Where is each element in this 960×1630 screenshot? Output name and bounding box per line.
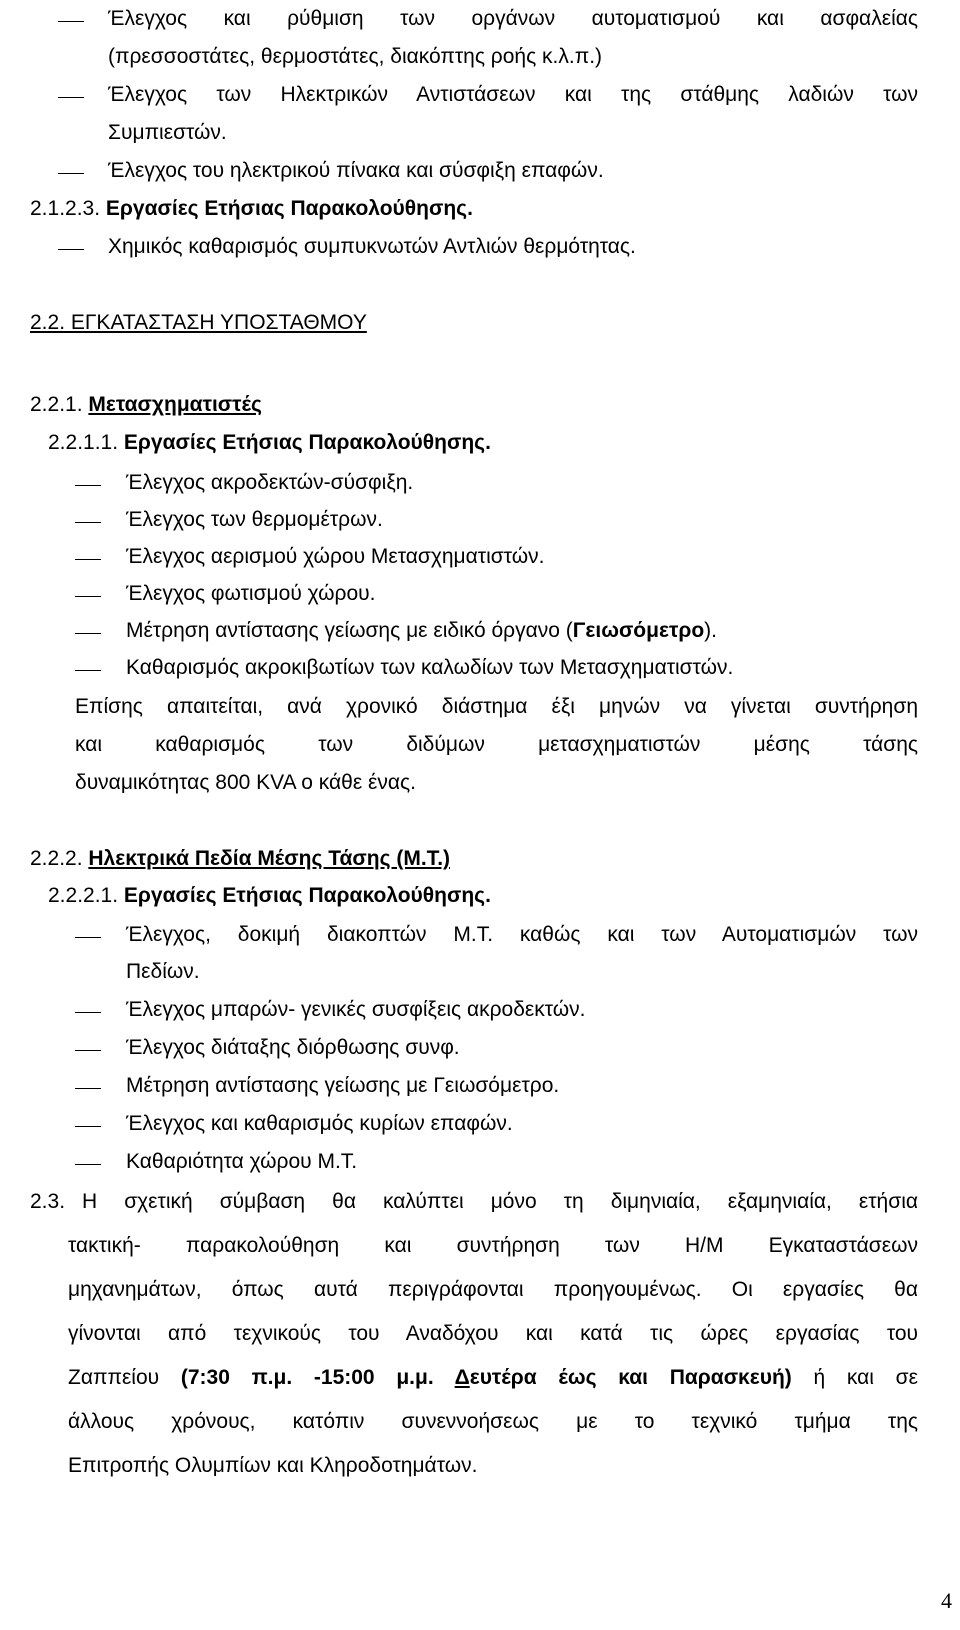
bullet-dash <box>75 1126 101 1127</box>
bullet-text: Έλεγχος και ρύθμιση των οργάνων αυτοματισμού και ασφαλείας <box>108 7 918 30</box>
paragraph-line: και καθαρισμός των διδύμων μετασχηματιστών μέσης τάσης <box>75 733 918 756</box>
bullet-text-cont: Συμπιεστών. <box>108 121 227 144</box>
bullet-text: Έλεγχος των Ηλεκτρικών Αντιστάσεων και της στάθμης λαδιών των <box>108 83 918 106</box>
text-run-bold: Γειωσόμετρο <box>572 619 705 642</box>
page-number: 4 <box>941 1588 952 1613</box>
bullet-dash <box>58 97 84 98</box>
bullet-text: Έλεγχος αερισμού χώρου Μετασχηματιστών. <box>126 545 545 568</box>
bullet-dash <box>75 1164 101 1165</box>
text-run: ). <box>704 619 717 642</box>
section-heading <box>30 392 262 418</box>
section-number: 2.3. <box>30 1190 66 1213</box>
bullet-dash <box>75 596 101 597</box>
bullet-dash <box>75 559 101 560</box>
bullet-text-cont: (πρεσσοστάτες, θερμοστάτες, διακόπτης ροής κ.λ.π.) <box>108 45 603 68</box>
paragraph-line: άλλους χρόνους, κατόπιν συνεννοήσεως με το τεχνικό τμήμα της <box>68 1410 918 1433</box>
bullet-text: Έλεγχος φωτισμού χώρου. <box>126 582 376 605</box>
section-title: Εργασίες Ετήσιας Παρακολούθησης. <box>123 431 491 454</box>
bullet-text: Καθαρισμός ακροκιβωτίων των καλωδίων των Μετασχηματιστών. <box>126 656 734 679</box>
paragraph-line: δυναμικότητας 800 KVA ο κάθε ένας. <box>75 771 417 794</box>
section-title: Εργασίες Ετήσιας Παρακολούθησης. <box>123 884 491 907</box>
bullet-text: Έλεγχος των θερμομέτρων. <box>126 508 383 531</box>
bullet-dash <box>58 21 84 22</box>
bullet-text-cont: Πεδίων. <box>126 960 200 983</box>
text-run-bold: (7:30 π.μ. -15:00 μ.μ. <box>180 1366 455 1389</box>
bullet-text: Έλεγχος διάταξης διόρθωσης συνφ. <box>126 1036 460 1059</box>
bullet-text: Έλεγχος μπαρών- γενικές συσφίξεις ακροδεκτών. <box>126 998 586 1021</box>
paragraph-line: τακτική- παρακολούθηση και συντήρηση των Η/Μ Εγκαταστάσεων <box>68 1234 918 1257</box>
bullet-text <box>126 618 717 644</box>
paragraph-line: μηχανημάτων, όπως αυτά περιγράφονται προηγουμένως. Οι εργασίες θα <box>68 1278 918 1301</box>
paragraph-line: Επιτροπής Ολυμπίων και Κληροδοτημάτων. <box>68 1454 478 1477</box>
section-heading <box>30 846 450 872</box>
bullet-dash <box>75 1088 101 1089</box>
text-run: Μέτρηση αντίστασης γείωσης με ειδικό όργανο ( <box>126 619 573 642</box>
bullet-text: Έλεγχος και καθαρισμός κυρίων επαφών. <box>126 1112 513 1135</box>
bullet-dash <box>75 1050 101 1051</box>
section-number: 2.1.2.3. <box>30 197 101 220</box>
paragraph-line <box>68 1365 918 1391</box>
section-heading <box>48 430 491 456</box>
section-number: 2.2.1.1. <box>48 431 119 454</box>
section-heading <box>48 883 491 909</box>
section-number: 2.2.2.1. <box>48 884 119 907</box>
bullet-dash <box>75 937 101 938</box>
bullet-dash <box>75 522 101 523</box>
section-heading-main: 2.2. ΕΓΚΑΤΑΣΤΑΣΗ ΥΠΟΣΤΑΘΜΟΥ <box>30 311 367 334</box>
text-run: ή και σε <box>791 1366 918 1389</box>
bullet-dash <box>75 1012 101 1013</box>
bullet-text: Καθαριότητα χώρου Μ.Τ. <box>126 1150 358 1173</box>
section-title: Ηλεκτρικά Πεδία Μέσης Τάσης (Μ.Τ.) <box>88 847 451 870</box>
section-title: Μετασχηματιστές <box>88 393 262 416</box>
paragraph-line: γίνονται από τεχνικούς του Αναδόχου και κατά τις ώρες εργασίας του <box>68 1322 918 1345</box>
bullet-text: Έλεγχος, δοκιμή διακοπτών Μ.Τ. καθώς και των Αυτοματισμών των <box>126 923 918 946</box>
bullet-dash <box>75 670 101 671</box>
section-title: Εργασίες Ετήσιας Παρακολούθησης. <box>105 197 473 220</box>
section-number: 2.2.1. <box>30 393 83 416</box>
paragraph-line: Επίσης απαιτείται, ανά χρονικό διάστημα έξι μηνών να γίνεται συντήρηση <box>75 695 918 718</box>
text-run-bold-underline: Δ <box>454 1366 470 1389</box>
section-number: 2.2.2. <box>30 847 83 870</box>
bullet-dash <box>75 633 101 634</box>
bullet-text: Έλεγχος του ηλεκτρικού πίνακα και σύσφιξη επαφών. <box>108 159 604 182</box>
paragraph-line: Η σχετική σύμβαση θα καλύπτει μόνο τη διμηνιαία, εξαμηνιαία, ετήσια <box>82 1190 918 1213</box>
bullet-text: Έλεγχος ακροδεκτών-σύσφιξη. <box>126 471 414 494</box>
section-heading <box>30 196 473 222</box>
text-run: Ζαππείου <box>68 1366 181 1389</box>
bullet-dash <box>58 173 84 174</box>
bullet-dash <box>75 485 101 486</box>
text-run-bold: ευτέρα έως και Παρασκευή) <box>469 1366 792 1389</box>
bullet-text: Μέτρηση αντίστασης γείωσης με Γειωσόμετρο. <box>126 1074 560 1097</box>
bullet-dash <box>58 249 84 250</box>
bullet-text: Χημικός καθαρισμός συμπυκνωτών Αντλιών θερμότητας. <box>108 235 636 258</box>
